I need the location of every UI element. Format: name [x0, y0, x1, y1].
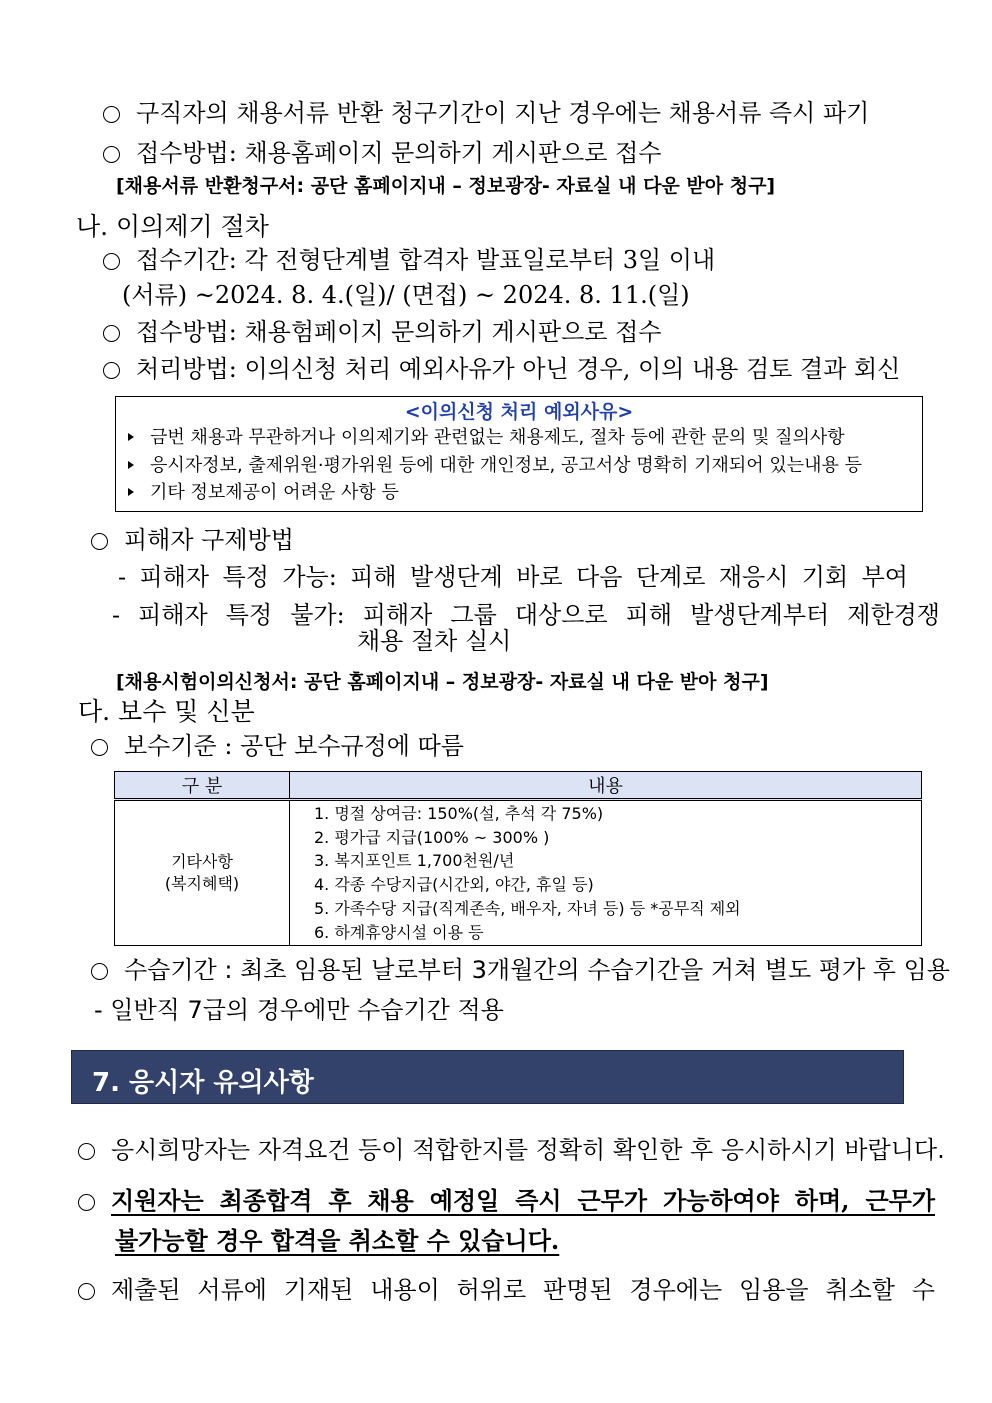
probation-note: - 일반직 7급의 경우에만 수습기간 적용 — [94, 996, 504, 1024]
benefit-item: 4. 각종 수당지급(시간외, 야간, 휴일 등) — [314, 875, 594, 895]
circle-bullet-icon — [78, 1194, 95, 1211]
circle-bullet-icon — [91, 963, 108, 980]
bullet-text: 구직자의 채용서류 반환 청구기간이 지난 경우에는 채용서류 즉시 파기 — [136, 99, 870, 127]
bullet-line-1 — [103, 98, 869, 128]
relief-dash-2-cont: 채용 절차 실시 — [357, 627, 512, 655]
circle-bullet-icon — [103, 325, 120, 342]
category-sublabel: (복지혜택) — [164, 874, 240, 894]
heading-pay-status: 다. 보수 및 신분 — [78, 697, 255, 726]
bullet-line-period — [103, 245, 715, 275]
benefit-item: 6. 하계휴양시설 이용 등 — [314, 922, 484, 942]
bullet-text: 보수기준 : 공단 보수규정에 따름 — [124, 732, 464, 760]
category-cell — [115, 800, 290, 946]
triangle-bullet-icon — [128, 433, 134, 441]
notice-3 — [78, 1275, 935, 1305]
notice-1 — [78, 1135, 945, 1165]
notice-2-cont: 불가능할 경우 합격을 취소할 수 있습니다. — [115, 1226, 560, 1255]
circle-bullet-icon — [78, 1283, 95, 1300]
relief-dash-1: - 피해자 특정 가능: 피해 발생단계 바로 다음 단계로 재응시 기회 부여 — [118, 563, 908, 591]
benefits-cell — [290, 800, 922, 946]
exception-item — [116, 452, 922, 480]
bullet-text: 접수기간: 각 전형단계별 합격자 발표일로부터 3일 이내 — [136, 246, 716, 274]
benefit-item: 5. 가족수당 지급(직계존속, 배우자, 자녀 등) 등 *공무직 제외 — [314, 898, 741, 918]
heading-objection-procedure: 나. 이의제기 절차 — [76, 212, 269, 241]
benefit-item: 1. 명절 상여금: 150%(설, 추석 각 75%) — [314, 804, 604, 823]
bullet-line-relief — [91, 525, 294, 555]
exception-box-title: <이의신청 처리 예외사유> — [404, 401, 634, 423]
circle-bullet-icon — [78, 1143, 95, 1160]
notice-text: 제출된 서류에 기재된 내용이 허위로 판명된 경우에는 임용을 취소할 수 — [111, 1276, 935, 1304]
triangle-bullet-icon — [128, 461, 134, 469]
benefit-item: 3. 복지포인트 1,700천원/년 — [314, 851, 515, 871]
circle-bullet-icon — [103, 146, 120, 163]
notice-2 — [78, 1186, 935, 1216]
exception-item-text: 금번 채용과 무관하거나 이의제기와 관련없는 채용제도, 절차 등에 관한 문의 및 질의사항 — [150, 427, 845, 448]
exception-item-text: 기타 정보제공이 어려운 사항 등 — [150, 482, 399, 503]
objection-form-note: [채용시험이의신청서: 공단 홈페이지내 – 정보광장- 자료실 내 다운 받아 청구] — [116, 671, 769, 693]
bullet-text: 피해자 구제방법 — [124, 526, 294, 554]
circle-bullet-icon — [103, 106, 120, 123]
triangle-bullet-icon — [128, 488, 134, 496]
bullet-line-method — [103, 317, 661, 347]
circle-bullet-icon — [103, 362, 120, 379]
table-header-content: 내용 — [290, 772, 922, 800]
bullet-text: 처리방법: 이의신청 처리 예외사유가 아닌 경우, 이의 내용 검토 결과 회신 — [136, 355, 901, 383]
bullet-text: 접수방법: 채용홈페이지 문의하기 게시판으로 접수 — [136, 139, 662, 167]
section-7-header — [71, 1050, 904, 1104]
bullet-line-probation — [91, 955, 950, 985]
bullet-line-processing — [103, 354, 900, 384]
table-header-row — [115, 772, 922, 800]
circle-bullet-icon — [91, 739, 108, 756]
exception-item-text: 응시자정보, 출제위원·평가위원 등에 대한 개인정보, 공고서상 명확히 기재되어 있는내용 등 — [150, 454, 863, 476]
pay-table — [114, 771, 922, 946]
section-7-title: 7. 응시자 유의사항 — [92, 1068, 314, 1098]
relief-dash-2: - 피해자 특정 불가: 피해자 그룹 대상으로 피해 발생단계부터 제한경쟁 — [112, 601, 940, 629]
circle-bullet-icon — [103, 253, 120, 270]
exception-item — [116, 479, 922, 507]
return-form-note: [채용서류 반환청구서: 공단 홈페이지내 – 정보광장- 자료실 내 다운 받아 청구] — [116, 175, 776, 197]
bullet-line-pay — [91, 731, 464, 761]
table-header-category: 구 분 — [115, 772, 290, 800]
date-range-line: (서류) ~2024. 8. 4.(일)/ (면접) ~ 2024. 8. 11.(일) — [122, 281, 690, 309]
exception-item — [116, 424, 922, 452]
notice-text: 응시희망자는 자격요건 등이 적합한지를 정확히 확인한 후 응시하시기 바랍니다. — [111, 1136, 945, 1164]
benefit-item: 2. 평가급 지급(100% ~ 300% ) — [314, 827, 550, 847]
category-label: 기타사항 — [171, 852, 233, 872]
bullet-line-2 — [103, 138, 661, 168]
bullet-text: 수습기간 : 최초 임용된 날로부터 3개월간의 수습기간을 거쳐 별도 평가 후 임용 — [124, 956, 950, 984]
table-row — [115, 800, 922, 946]
notice-text-underlined: 지원자는 최종합격 후 채용 예정일 즉시 근무가 가능하여야 하며, 근무가 — [111, 1186, 935, 1215]
bullet-text: 접수방법: 채용험페이지 문의하기 게시판으로 접수 — [136, 318, 662, 346]
circle-bullet-icon — [91, 533, 108, 550]
exception-box — [115, 396, 923, 512]
